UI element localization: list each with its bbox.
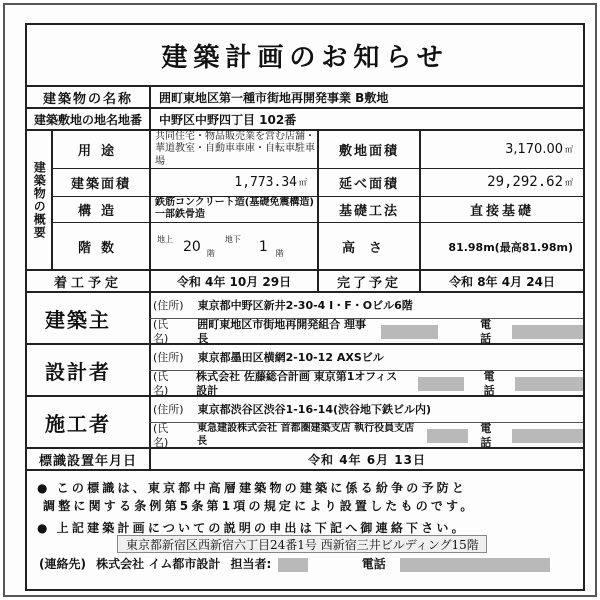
total-floor-area-value: 29,292.62 ㎡ — [487, 174, 573, 190]
designer-address: (住所) 東京都墨田区横網2-10-12 AXSビル — [153, 350, 384, 364]
contact-address: 東京都新宿区西新宿六丁目24番1号 西新宿三井ビルディング15階 — [117, 535, 487, 553]
use-value: 共同住宅・物品販売業を営む店舗・ 華道教室・自動車車庫・自転車駐車場 — [155, 130, 315, 167]
sign-date-value: 令和 4年 6月 13日 — [308, 452, 426, 467]
notice-board — [3, 3, 597, 597]
schedule-row — [27, 271, 583, 293]
structure-label: 構造 — [77, 203, 124, 219]
building-name-row — [27, 87, 583, 109]
notice-2: ● 上記建築計画についての説明の申出は下記へ御連絡下さい。 — [37, 521, 467, 535]
contact-line: (連絡先) 株式会社 イム都市設計 担当者: 電話 — [39, 555, 550, 572]
total-floor-area-label: 延べ面積 — [338, 176, 399, 192]
completion-label: 完了予定 — [336, 275, 401, 291]
foundation-label: 基礎工法 — [338, 203, 399, 219]
site-area-label: 敷地面積 — [338, 144, 399, 159]
foundation-value: 直接基礎 — [469, 203, 534, 219]
building-area-label: 建築面積 — [70, 176, 131, 192]
start-label: 着工予定 — [53, 275, 122, 291]
floors-label: 階数 — [77, 241, 124, 256]
notice-1-line2: 調整に関する条例第5条第1項の規定により設置したものです。 — [43, 499, 476, 513]
building-name-label: 建築物の名称 — [42, 91, 133, 107]
building-area-value: 1,773.34 ㎡ — [234, 174, 307, 190]
sign-date-row — [27, 449, 583, 471]
owner-block — [27, 293, 583, 345]
contractor-block — [27, 397, 583, 449]
sign-date-label: 標識設置年月日 — [38, 453, 137, 469]
start-value: 令和 4年 10月 29日 — [176, 274, 292, 289]
contractor-address: (住所) 東京都渋谷区渋谷1-16-14(渋谷地下鉄ビル内) — [153, 402, 432, 416]
overview-label: 建築物の概要 — [32, 161, 47, 239]
notice-1-line1: ● この標識は、東京都中高層建築物の建築に係る紛争の予防と — [37, 481, 468, 495]
floors-value: 地上 20 階 地下 1 階 — [157, 235, 284, 258]
designer-name: (氏名) 株式会社 佐藤総合計画 東京第1オフィス 設計 電話 — [153, 370, 583, 397]
contractor-label: 施工者 — [45, 411, 111, 436]
use-label: 用途 — [77, 144, 124, 159]
contractor-name: (氏名) 東急建設株式会社 首都圏建築支店 執行役員支店長 電話 — [153, 422, 583, 449]
height-label: 高さ — [341, 241, 396, 256]
designer-label: 設計者 — [45, 359, 111, 384]
notice-frame — [25, 23, 585, 591]
owner-name: (氏名) 囲町東地区市街地再開発組合 理事長 電話 — [153, 318, 583, 345]
building-name-value: 囲町東地区第一種市街地再開発事業 B敷地 — [159, 90, 389, 105]
owner-label: 建築主 — [45, 307, 111, 332]
site-area-value: 3,170.00 ㎡ — [505, 142, 573, 157]
overview-block — [27, 131, 583, 271]
designer-block — [27, 345, 583, 397]
owner-address: (住所) 東京都中野区新井2-30-4 I・F・Oビル6階 — [153, 298, 413, 312]
height-value: 81.98m(最高81.98m) — [448, 240, 573, 254]
site-address-value: 中野区中野四丁目 102番 — [159, 112, 297, 127]
completion-value: 令和 8年 4月 24日 — [449, 274, 555, 289]
structure-value: 鉄筋コンクリート造(基礎免震構造) 一部鉄骨造 — [155, 196, 314, 220]
site-address-label: 建築敷地の地名地番 — [33, 112, 142, 127]
page-title: 建築計画のお知らせ — [27, 25, 583, 87]
site-address-row — [27, 109, 583, 131]
